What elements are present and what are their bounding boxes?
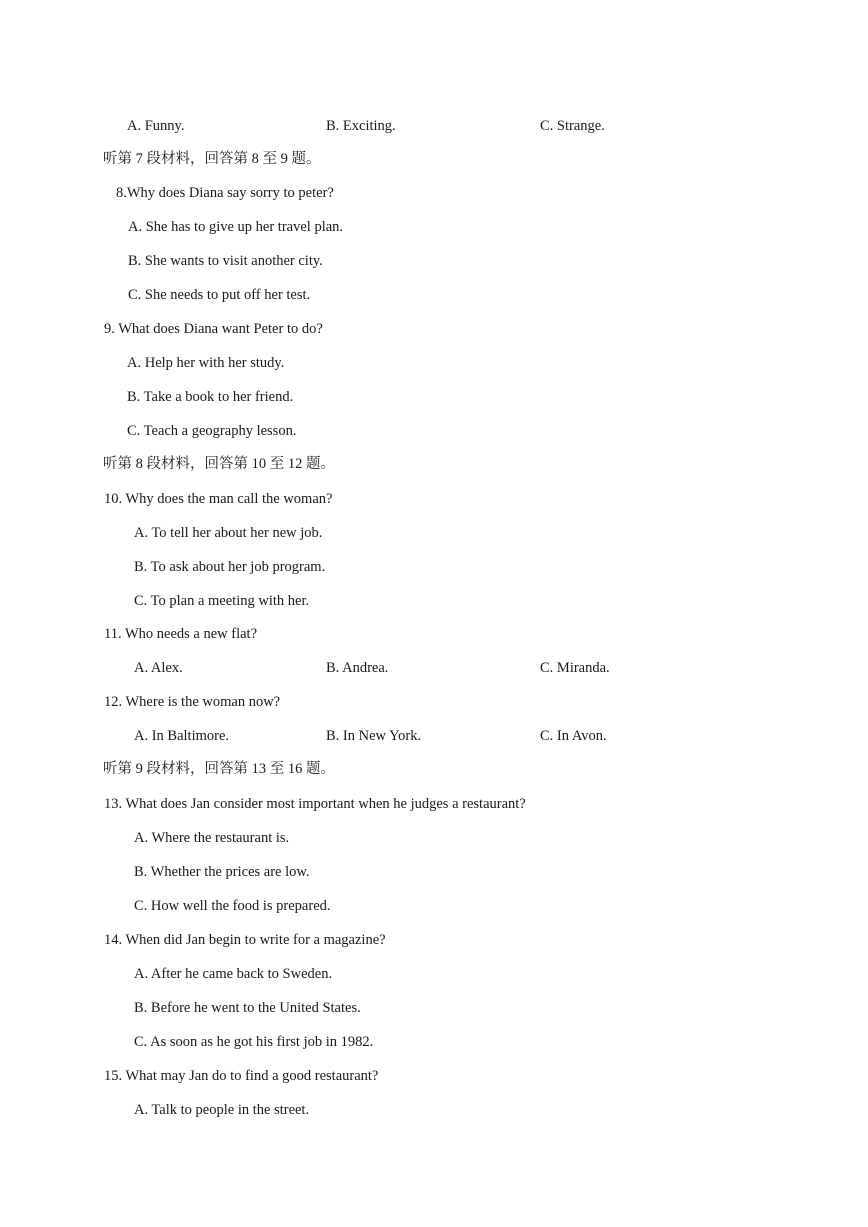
q9-option-b: B. Take a book to her friend. [127,389,294,405]
q11-option-c: C. Miranda. [540,660,610,676]
section-heading-8: 听第 8 段材料，回答第 10 至 12 题。 [103,456,335,472]
q7-option-c: C. Strange. [540,118,605,134]
q14-option-b: B. Before he went to the United States. [134,1000,361,1016]
question-9: 9. What does Diana want Peter to do? [104,321,323,337]
q8-option-c: C. She needs to put off her test. [128,287,311,303]
q15-option-a: A. Talk to people in the street. [134,1102,310,1118]
q12-option-b: B. In New York. [326,728,422,744]
q10-option-c: C. To plan a meeting with her. [134,593,310,609]
question-12: 12. Where is the woman now? [104,694,281,710]
q10-option-a: A. To tell her about her new job. [134,525,323,541]
question-11: 11. Who needs a new flat? [104,626,258,642]
question-15: 15. What may Jan do to find a good restaurant? [104,1068,379,1084]
section-heading-7: 听第 7 段材料，回答第 8 至 9 题。 [103,151,321,167]
question-13: 13. What does Jan consider most important when he judges a restaurant? [104,796,526,812]
question-8: 8.Why does Diana say sorry to peter? [116,185,334,201]
q10-option-b: B. To ask about her job program. [134,559,326,575]
q11-option-b: B. Andrea. [326,660,389,676]
question-14: 14. When did Jan begin to write for a magazine? [104,932,386,948]
q11-option-a: A. Alex. [134,660,183,676]
q7-option-b: B. Exciting. [326,118,396,134]
q9-option-c: C. Teach a geography lesson. [127,423,297,439]
q14-option-c: C. As soon as he got his first job in 1982. [134,1034,374,1050]
q13-option-a: A. Where the restaurant is. [134,830,290,846]
q13-option-c: C. How well the food is prepared. [134,898,331,914]
q9-option-a: A. Help her with her study. [127,355,285,371]
q8-option-a: A. She has to give up her travel plan. [128,219,344,235]
q8-option-b: B. She wants to visit another city. [128,253,323,269]
section-heading-9: 听第 9 段材料，回答第 13 至 16 题。 [103,761,335,777]
question-10: 10. Why does the man call the woman? [104,491,333,507]
q14-option-a: A. After he came back to Sweden. [134,966,333,982]
q12-option-c: C. In Avon. [540,728,607,744]
q12-option-a: A. In Baltimore. [134,728,230,744]
q7-option-a: A. Funny. [127,118,185,134]
q13-option-b: B. Whether the prices are low. [134,864,310,880]
